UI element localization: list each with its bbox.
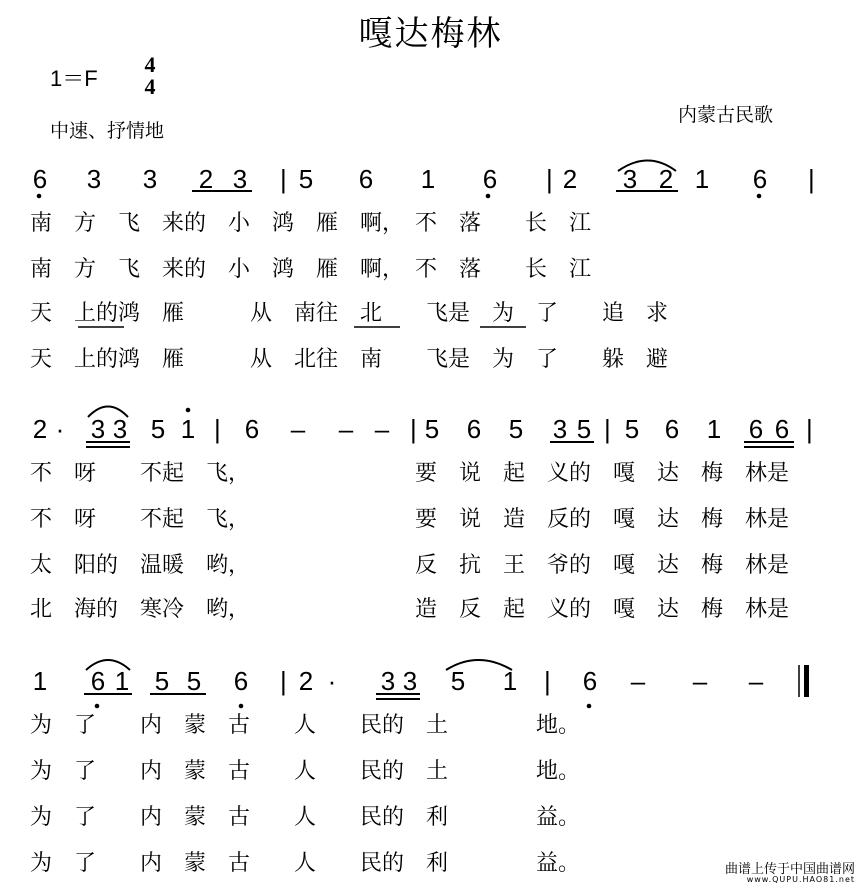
barline: |: [410, 414, 417, 444]
barline: |: [604, 414, 611, 444]
lyric-line: 为 了 内 蒙 古 人 民的 利 益。: [30, 851, 581, 876]
slur-mark: [86, 660, 130, 670]
jianpu-note: 1: [114, 666, 130, 696]
jianpu-note: 3: [402, 666, 418, 696]
high-octave-dot: [186, 408, 191, 413]
jianpu-note: 6: [752, 164, 768, 194]
lyric-line: 太 阳的 温暖 哟， 反 抗 王 爷的 嘎 达 梅 林是: [30, 553, 790, 578]
jianpu-note: 5: [186, 666, 202, 696]
barline: |: [546, 164, 553, 194]
jianpu-note: 3: [232, 164, 248, 194]
jianpu-note: 3: [552, 414, 568, 444]
time-signature-top: 4: [144, 52, 156, 77]
jianpu-note: 1: [180, 414, 196, 444]
lyric-line: 为 了 内 蒙 古 人 民的 利 益。: [30, 805, 581, 830]
jianpu-note: 1: [502, 666, 518, 696]
sustain-dash: –: [374, 414, 390, 444]
jianpu-note: 3: [380, 666, 396, 696]
jianpu-note: 2: [198, 164, 214, 194]
barline: |: [280, 666, 287, 696]
barline: |: [280, 164, 287, 194]
low-octave-dot: [486, 194, 491, 199]
lyric-line: 南 方 飞 来的 小 鸿 雁 啊， 不 落 长 江: [30, 211, 592, 236]
barline: |: [214, 414, 221, 444]
jianpu-note: 1: [420, 164, 436, 194]
sustain-dash: –: [630, 666, 646, 696]
slur-mark: [88, 407, 128, 418]
jianpu-note: 5: [508, 414, 524, 444]
slur-mark: [618, 161, 676, 172]
song-title: 嘎达梅林: [358, 14, 503, 54]
jianpu-note: 6: [244, 414, 260, 444]
jianpu-note: 1: [706, 414, 722, 444]
composer-credit: 内蒙古民歌: [678, 104, 774, 126]
jianpu-note: 2: [298, 666, 314, 696]
jianpu-note: 2: [562, 164, 578, 194]
low-octave-dot: [95, 704, 100, 709]
lyric-line: 为 了 内 蒙 古 人 民的 土 地。: [30, 713, 581, 738]
key-signature: 1＝F: [50, 66, 98, 91]
dotted-note-mark: ·: [55, 414, 65, 444]
low-octave-dot: [757, 194, 762, 199]
dotted-note-mark: ·: [327, 666, 337, 696]
jianpu-note: 1: [694, 164, 710, 194]
jianpu-note: 1: [32, 666, 48, 696]
jianpu-note: 2: [658, 164, 674, 194]
sustain-dash: –: [338, 414, 354, 444]
jianpu-note: 5: [624, 414, 640, 444]
jianpu-note: 6: [582, 666, 598, 696]
watermark-url: www.QUPU.HAO81.net: [746, 875, 855, 884]
jianpu-note: 5: [450, 666, 466, 696]
lyric-line: 天 上的鸿 雁 从 北往 南 飞是 为 了 躲 避: [30, 347, 669, 372]
sustain-dash: –: [290, 414, 306, 444]
jianpu-note: 5: [424, 414, 440, 444]
lyric-line: 北 海的 寒冷 哟， 造 反 起 义的 嘎 达 梅 林是: [30, 597, 790, 622]
jianpu-note: 6: [664, 414, 680, 444]
jianpu-note: 3: [142, 164, 158, 194]
jianpu-note: 2: [32, 414, 48, 444]
jianpu-note: 6: [233, 666, 249, 696]
tempo-marking: 中速、抒情地: [50, 120, 165, 142]
jianpu-note: 5: [576, 414, 592, 444]
jianpu-note: 6: [774, 414, 790, 444]
jianpu-note: 3: [86, 164, 102, 194]
jianpu-note: 5: [150, 414, 166, 444]
jianpu-note: 6: [32, 164, 48, 194]
lyric-line: 南 方 飞 来的 小 鸿 雁 啊， 不 落 长 江: [30, 257, 592, 282]
jianpu-note: 3: [112, 414, 128, 444]
jianpu-note: 6: [90, 666, 106, 696]
watermark-text: 曲谱上传于中国曲谱网: [724, 862, 855, 877]
sustain-dash: –: [692, 666, 708, 696]
time-signature-bottom: 4: [144, 74, 156, 99]
jianpu-note: 6: [358, 164, 374, 194]
final-barline-thick: [804, 665, 809, 697]
jianpu-note: 5: [154, 666, 170, 696]
jianpu-note: 6: [748, 414, 764, 444]
lyric-line: 不 呀 不起 飞， 要 说 起 义的 嘎 达 梅 林是: [30, 461, 790, 486]
jianpu-note: 5: [298, 164, 314, 194]
slur-mark: [446, 660, 512, 670]
barline: |: [808, 164, 815, 194]
low-octave-dot: [37, 194, 42, 199]
barline: |: [806, 414, 813, 444]
jianpu-note: 6: [482, 164, 498, 194]
lyric-line: 不 呀 不起 飞， 要 说 造 反的 嘎 达 梅 林是: [30, 507, 790, 532]
lyric-line: 为 了 内 蒙 古 人 民的 土 地。: [30, 759, 581, 784]
jianpu-note: 3: [90, 414, 106, 444]
sustain-dash: –: [748, 666, 764, 696]
low-octave-dot: [239, 704, 244, 709]
jianpu-note: 3: [622, 164, 638, 194]
barline: |: [544, 666, 551, 696]
low-octave-dot: [587, 704, 592, 709]
jianpu-note: 6: [466, 414, 482, 444]
lyric-line: 天 上的鸿 雁 从 南往 北 飞是 为 了 追 求: [30, 301, 669, 326]
